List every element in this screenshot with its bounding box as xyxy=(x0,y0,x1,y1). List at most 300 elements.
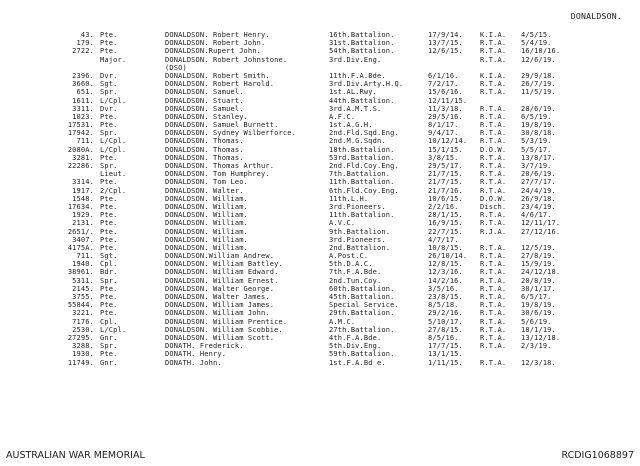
service-number-cell: 3314. xyxy=(72,178,94,187)
enlistment-date-cell: 9/4/17. xyxy=(428,129,459,138)
fate-date-cell: 30/1/17. xyxy=(521,284,556,293)
unit-cell: 11th.L.H. xyxy=(329,194,369,203)
fate-cell: R.T.A. xyxy=(480,276,507,285)
rank-cell: Pte. xyxy=(100,293,118,301)
service-number-cell: 3407. xyxy=(72,235,94,244)
unit-cell: 29th.Battalion. xyxy=(329,309,395,318)
soldier-name-cell: DONALDSON. William. xyxy=(165,243,248,252)
fate-cell: R.T.A. xyxy=(480,293,507,301)
fate-cell: D.O.W. xyxy=(480,145,507,154)
fate-cell: R.T.A. xyxy=(480,260,507,269)
rank-cell: Pte. xyxy=(100,121,118,130)
unit-cell: A.Post.C. xyxy=(329,252,369,261)
service-number-cell: 7176. xyxy=(72,317,94,326)
service-number-cell: 17634. xyxy=(67,202,94,211)
enlistment-date-cell: 23/8/15. xyxy=(428,293,463,301)
fate-date-cell: 12/3/18. xyxy=(521,358,556,367)
enlistment-date-cell: 5/10/17. xyxy=(428,317,463,326)
fate-date-cell: 30/6/19. xyxy=(521,309,556,318)
fate-cell: R.T.A. xyxy=(480,284,507,293)
table-row xyxy=(0,268,640,276)
fate-cell: R.T.A. xyxy=(480,170,507,179)
fate-cell: R.T.A. xyxy=(480,317,507,326)
fate-cell: R.T.A. xyxy=(480,342,507,351)
fate-cell: Disch. xyxy=(480,202,507,211)
fate-date-cell: 12/11/17. xyxy=(521,219,561,228)
soldier-name-cell: DONALDSON. William. xyxy=(165,194,248,203)
rank-cell: Pte. xyxy=(100,153,118,162)
table-row xyxy=(0,80,640,88)
fate-date-cell: 2/3/19. xyxy=(521,342,552,351)
fate-cell: R.T.A. xyxy=(480,39,507,48)
table-row xyxy=(0,178,640,186)
soldier-name-cell: DONALDSON. Stanley. xyxy=(165,112,248,121)
table-row xyxy=(0,301,640,309)
table-row xyxy=(0,350,640,358)
service-number-cell: 1917. xyxy=(72,186,94,195)
table-row xyxy=(0,64,640,72)
enlistment-date-cell: 29/2/16. xyxy=(428,309,463,318)
soldier-name-cell: DONALDSON. Tom Humphrey. xyxy=(165,170,270,179)
table-row xyxy=(0,72,640,80)
unit-cell: 3rd.Pioneers. xyxy=(329,235,386,244)
unit-cell: 2nd.Fld.Sqd.Eng. xyxy=(329,129,399,138)
fate-date-cell: 19/8/19. xyxy=(521,121,556,130)
unit-cell: 54th.Battalion. xyxy=(329,47,395,56)
soldier-name-cell: DONALDSON. William Prentice. xyxy=(165,317,288,326)
fate-date-cell: 24/12/18. xyxy=(521,268,561,277)
table-row xyxy=(0,97,640,105)
fate-cell: R.T.A. xyxy=(480,88,507,97)
soldier-name-cell: DONALDSON. Robert Johnstone. xyxy=(165,55,288,64)
fate-date-cell: 12/6/19. xyxy=(521,55,556,64)
unit-cell: 3rd.Pioneers. xyxy=(329,202,386,211)
rank-cell: Spr. xyxy=(100,342,118,351)
soldier-name-cell: DONALDSON. Walter George. xyxy=(165,284,275,293)
fate-cell: R.T.A. xyxy=(480,186,507,195)
header-surname: DONALDSON. xyxy=(570,11,622,21)
table-row xyxy=(0,170,640,178)
enlistment-date-cell: 12/6/15. xyxy=(428,47,463,56)
fate-date-cell: 26/7/19. xyxy=(521,80,556,89)
fate-cell: R.T.A. xyxy=(480,243,507,252)
service-number-cell: 3221. xyxy=(72,309,94,318)
table-row xyxy=(0,334,640,342)
table-row xyxy=(0,113,640,121)
fate-cell: R.T.A. xyxy=(480,137,507,146)
table-row xyxy=(0,105,640,113)
unit-cell: 3rd.Div.Eng. xyxy=(329,55,382,64)
rank-cell: L/Cpl. xyxy=(100,325,127,334)
fate-date-cell: 30/8/18. xyxy=(521,129,556,138)
unit-cell: 2nd.Tun.Coy. xyxy=(329,276,382,285)
enlistment-date-cell: 12/3/16. xyxy=(428,268,463,277)
enlistment-date-cell: 21/7/16. xyxy=(428,186,463,195)
enlistment-date-cell: 13/1/15. xyxy=(428,350,463,359)
service-number-cell: 2530. xyxy=(72,325,94,334)
service-number-cell: 711. xyxy=(76,137,94,146)
service-number-cell: 5311. xyxy=(72,276,94,285)
fate-date-cell: 4/6/17. xyxy=(521,211,552,220)
enlistment-date-cell: 3/5/16. xyxy=(428,284,459,293)
fate-date-cell: 5/4/19. xyxy=(521,39,552,48)
rank-cell: 2/Cpl. xyxy=(100,186,127,195)
unit-cell: 7th.Battalion. xyxy=(329,170,391,179)
service-number-cell: 43. xyxy=(80,31,94,39)
service-number-cell: 3660. xyxy=(72,80,94,89)
fate-date-cell: 24/4/19. xyxy=(521,186,556,195)
service-number-cell: 179. xyxy=(76,39,94,48)
fate-date-cell: 3/7/19. xyxy=(521,162,552,170)
fate-date-cell: 4/5/15. xyxy=(521,31,552,39)
unit-cell: 11th.Battalion. xyxy=(329,178,395,187)
soldier-name-cell: DONATH. Henry. xyxy=(165,350,227,359)
service-number-cell: 4175A. xyxy=(67,243,94,252)
fate-cell: R.T.A. xyxy=(480,211,507,220)
table-row xyxy=(0,121,640,129)
soldier-name-cell: DONALDSON. William. xyxy=(165,227,248,236)
service-number-cell: 3281. xyxy=(72,153,94,162)
fate-cell: D.O.W. xyxy=(480,194,507,203)
unit-cell: A.V.C. xyxy=(329,219,356,228)
enlistment-date-cell: 26/10/14. xyxy=(428,252,468,261)
fate-cell: R.T.A. xyxy=(480,153,507,162)
enlistment-date-cell: 21/7/15. xyxy=(428,178,463,187)
enlistment-date-cell: 8/5/18. xyxy=(428,301,459,310)
soldier-name-cell: DONALDSON. Sydney Wilberforce. xyxy=(165,129,296,138)
fate-date-cell: 23/4/19. xyxy=(521,202,556,211)
table-row xyxy=(0,39,640,47)
table-row xyxy=(0,31,640,39)
soldier-name-cell: DONALDSON. Walter. xyxy=(165,186,244,195)
service-number-cell: 1930. xyxy=(72,350,94,359)
soldier-name-cell: DONALDSON. William John. xyxy=(165,309,270,318)
rank-cell: Pte. xyxy=(100,350,118,359)
enlistment-date-cell: 29/5/17. xyxy=(428,162,463,170)
rank-cell: Spr. xyxy=(100,129,118,138)
table-row xyxy=(0,47,640,55)
soldier-name-cell: DONALDSON. William Edward. xyxy=(165,268,279,277)
unit-cell: 27th.Battalion. xyxy=(329,325,395,334)
soldier-name-cell: DONALDSON. Tom Leo. xyxy=(165,178,248,187)
enlistment-date-cell: 10/8/15. xyxy=(428,243,463,252)
soldier-name-cell: DONALDSON. William. xyxy=(165,235,248,244)
rank-cell: Pte. xyxy=(100,235,118,244)
fate-cell: R.T.A. xyxy=(480,252,507,261)
fate-date-cell: 12/5/19. xyxy=(521,243,556,252)
table-row xyxy=(0,129,640,137)
service-number-cell: 651. xyxy=(76,88,94,97)
fate-cell: R.T.A. xyxy=(480,178,507,187)
fate-cell: R.T.A. xyxy=(480,358,507,367)
rank-cell: Gnr. xyxy=(100,333,118,342)
enlistment-date-cell: 10/6/15. xyxy=(428,194,463,203)
unit-cell: A.F.C. xyxy=(329,112,356,121)
enlistment-date-cell: 11/3/18. xyxy=(428,104,463,113)
table-row xyxy=(0,137,640,145)
rank-cell: L/Cpl. xyxy=(100,96,127,105)
rank-cell: Pte. xyxy=(100,112,118,121)
fate-date-cell: 5/6/19. xyxy=(521,317,552,326)
rank-cell: Pte. xyxy=(100,202,118,211)
soldier-name-cell: DONALDSON. Thomas. xyxy=(165,153,244,162)
service-number-cell: 1929. xyxy=(72,211,94,220)
fate-cell: K.I.A. xyxy=(480,71,507,80)
unit-cell: 44th.Battalion. xyxy=(329,96,395,105)
rank-cell: Dvr. xyxy=(100,71,118,80)
unit-cell: 31st.Battalion. xyxy=(329,39,395,48)
rank-cell: Sgt. xyxy=(100,252,118,261)
rank-cell: Cpl. xyxy=(100,260,118,269)
rank-cell: Spr. xyxy=(100,88,118,97)
fate-date-cell: 20/6/19. xyxy=(521,170,556,179)
fate-date-cell: 20/8/19. xyxy=(521,276,556,285)
rank-cell: Pte. xyxy=(100,284,118,293)
unit-cell: 9th.Battalion. xyxy=(329,227,391,236)
rank-cell: Dvr. xyxy=(100,104,118,113)
soldier-name-cell: DONALDSON. Thomas. xyxy=(165,145,244,154)
service-number-cell: 3311. xyxy=(72,104,94,113)
unit-cell: 1st.F.A.Bd e. xyxy=(329,358,386,367)
service-number-cell: 1023. xyxy=(72,112,94,121)
fate-cell: R.T.A. xyxy=(480,47,507,56)
enlistment-date-cell: 8/5/16. xyxy=(428,333,459,342)
fate-cell: R.T.A. xyxy=(480,162,507,170)
enlistment-date-cell: 10/12/14. xyxy=(428,137,468,146)
unit-cell: 45th.Battalion. xyxy=(329,293,395,301)
fate-date-cell: 16/10/16. xyxy=(521,47,561,56)
enlistment-date-cell: 27/8/15. xyxy=(428,325,463,334)
soldier-name-cell: DONALDSON. William Scott. xyxy=(165,333,275,342)
unit-cell: 60th.Battalion. xyxy=(329,284,395,293)
service-number-cell: 38961. xyxy=(67,268,94,277)
table-row xyxy=(0,236,640,244)
service-number-cell: 11749. xyxy=(67,358,94,367)
rank-cell: L/Cpl. xyxy=(100,137,127,146)
table-row xyxy=(0,326,640,334)
enlistment-date-cell: 7/2/17. xyxy=(428,80,459,89)
soldier-name-cell: (DSO) xyxy=(165,63,187,72)
soldier-name-cell: DONALDSON. Samuel Burnett. xyxy=(165,121,279,130)
table-row xyxy=(0,56,640,64)
service-number-cell: 2651/. xyxy=(67,227,94,236)
enlistment-date-cell: 15/1/15. xyxy=(428,145,463,154)
enlistment-date-cell: 28/1/15. xyxy=(428,211,463,220)
fate-date-cell: 29/9/18. xyxy=(521,71,556,80)
fate-date-cell: 28/6/19. xyxy=(521,104,556,113)
table-row xyxy=(0,88,640,96)
rank-cell: Cpl. xyxy=(100,317,118,326)
rank-cell: Pte. xyxy=(100,227,118,236)
fate-date-cell: 6/5/19. xyxy=(521,112,552,121)
enlistment-date-cell: 16/9/15. xyxy=(428,219,463,228)
fate-date-cell: 27/12/16. xyxy=(521,227,561,236)
service-number-cell: 55844. xyxy=(67,301,94,310)
soldier-name-cell: DONALDSON. William. xyxy=(165,202,248,211)
nominal-roll-table xyxy=(0,31,640,367)
enlistment-date-cell: 12/11/15. xyxy=(428,96,468,105)
unit-cell: 1st.A.G.H. xyxy=(329,121,373,130)
unit-cell: 59th.Battalion. xyxy=(329,350,395,359)
soldier-name-cell: DONALDSON.Rupert John. xyxy=(165,47,262,56)
service-number-cell: 2145. xyxy=(72,284,94,293)
unit-cell: 16th.Battalion. xyxy=(329,31,395,39)
soldier-name-cell: DONALDSON. William. xyxy=(165,211,248,220)
soldier-name-cell: DONALDSON. Samuel. xyxy=(165,104,244,113)
soldier-name-cell: DONALDSON. Samuel. xyxy=(165,88,244,97)
soldier-name-cell: DONATH. John. xyxy=(165,358,222,367)
table-row xyxy=(0,293,640,301)
fate-cell: R.T.A. xyxy=(480,80,507,89)
table-row xyxy=(0,195,640,203)
table-row xyxy=(0,219,640,227)
table-row xyxy=(0,162,640,170)
table-row xyxy=(0,285,640,293)
soldier-name-cell: DONALDSON. William Ernest. xyxy=(165,276,279,285)
soldier-name-cell: DONALDSON. Thomas. xyxy=(165,137,244,146)
rank-cell: Major. xyxy=(100,55,127,64)
rank-cell: Pte. xyxy=(100,31,118,39)
enlistment-date-cell: 15/6/16. xyxy=(428,88,463,97)
fate-date-cell: 5/5/17. xyxy=(521,145,552,154)
rank-cell: Pte. xyxy=(100,39,118,48)
table-row xyxy=(0,309,640,317)
soldier-name-cell: DONALDSON. William Scobbie. xyxy=(165,325,283,334)
service-number-cell: 17531. xyxy=(67,121,94,130)
fate-date-cell: 13/12/18. xyxy=(521,333,561,342)
table-row xyxy=(0,244,640,252)
table-row xyxy=(0,277,640,285)
table-row xyxy=(0,146,640,154)
rank-cell: L/Cpl. xyxy=(100,145,127,154)
footer-record-id: RCDIG1068897 xyxy=(561,450,634,461)
fate-date-cell: 19/8/19. xyxy=(521,301,556,310)
rank-cell: Pte. xyxy=(100,211,118,220)
soldier-name-cell: DONALDSON. Robert John. xyxy=(165,39,266,48)
rank-cell: Sgt. xyxy=(100,80,118,89)
fate-cell: R.T.A. xyxy=(480,121,507,130)
service-number-cell: 1548. xyxy=(72,194,94,203)
table-row xyxy=(0,318,640,326)
unit-cell: Special Service. xyxy=(329,301,399,310)
fate-date-cell: 15/9/19. xyxy=(521,260,556,269)
enlistment-date-cell: 22/7/15. xyxy=(428,227,463,236)
enlistment-date-cell: 3/8/15. xyxy=(428,153,459,162)
rank-cell: Pte. xyxy=(100,301,118,310)
rank-cell: Spr. xyxy=(100,162,118,170)
unit-cell: 2nd.Battalion. xyxy=(329,243,391,252)
enlistment-date-cell: 29/5/16. xyxy=(428,112,463,121)
unit-cell: A.M.C. xyxy=(329,317,356,326)
table-row xyxy=(0,228,640,236)
unit-cell: 5th.D.A.C. xyxy=(329,260,373,269)
rank-cell: Pte. xyxy=(100,194,118,203)
fate-date-cell: 27/8/19. xyxy=(521,252,556,261)
service-number-cell: 3755. xyxy=(72,293,94,301)
fate-cell: R.T.A. xyxy=(480,112,507,121)
unit-cell: 2nd.Fld.Coy.Eng. xyxy=(329,162,399,170)
table-row xyxy=(0,359,640,367)
enlistment-date-cell: 2/2/16. xyxy=(428,202,459,211)
service-number-cell: 2722. xyxy=(72,47,94,56)
rank-cell: Pte. xyxy=(100,309,118,318)
soldier-name-cell: DONALDSON.William Andrew. xyxy=(165,252,275,261)
service-number-cell: 22286. xyxy=(67,162,94,170)
enlistment-date-cell: 13/7/15. xyxy=(428,39,463,48)
table-row xyxy=(0,154,640,162)
fate-cell: R.J.A. xyxy=(480,227,507,236)
unit-cell: 6th.Fld.Coy.Eng. xyxy=(329,186,399,195)
fate-date-cell: 5/3/19. xyxy=(521,137,552,146)
service-number-cell: 2080A. xyxy=(67,145,94,154)
soldier-name-cell: DONALDSON. Stuart. xyxy=(165,96,244,105)
unit-cell: 3rd.Div.Arty.H.Q. xyxy=(329,80,404,89)
unit-cell: 11th.Battalion. xyxy=(329,211,395,220)
service-number-cell: 27295. xyxy=(67,333,94,342)
service-number-cell: 1611. xyxy=(72,96,94,105)
fate-cell: K.I.A. xyxy=(480,31,507,39)
table-row xyxy=(0,187,640,195)
fate-cell: R.T.A. xyxy=(480,309,507,318)
service-number-cell: 711. xyxy=(76,252,94,261)
table-row xyxy=(0,260,640,268)
rank-cell: Pte. xyxy=(100,47,118,56)
unit-cell: 4th.F.A.Bde. xyxy=(329,333,382,342)
fate-cell: R.T.A. xyxy=(480,104,507,113)
enlistment-date-cell: 6/1/16. xyxy=(428,71,459,80)
table-row xyxy=(0,252,640,260)
fate-cell: R.T.A. xyxy=(480,325,507,334)
fate-cell: R.T.A. xyxy=(480,268,507,277)
enlistment-date-cell: 17/9/14. xyxy=(428,31,463,39)
rank-cell: Pte. xyxy=(100,178,118,187)
table-row xyxy=(0,342,640,350)
enlistment-date-cell: 12/8/15. xyxy=(428,260,463,269)
unit-cell: 2nd.M.G.Sqdn. xyxy=(329,137,386,146)
fate-cell: R.T.A. xyxy=(480,301,507,310)
fate-cell: R.T.A. xyxy=(480,219,507,228)
soldier-name-cell: DONALDSON. Thomas Arthur. xyxy=(165,162,275,170)
enlistment-date-cell: 21/7/15. xyxy=(428,170,463,179)
soldier-name-cell: DONALDSON. Robert Smith. xyxy=(165,71,270,80)
unit-cell: 18th.Battalion. xyxy=(329,145,395,154)
soldier-name-cell: DONALDSON. Walter James. xyxy=(165,293,270,301)
soldier-name-cell: DONALDSON. William Battley. xyxy=(165,260,283,269)
rank-cell: Bdr. xyxy=(100,268,118,277)
service-number-cell: 17942. xyxy=(67,129,94,138)
unit-cell: 5th.Div.Eng. xyxy=(329,342,382,351)
rank-cell: Gnr. xyxy=(100,358,118,367)
fate-date-cell: 18/1/19. xyxy=(521,325,556,334)
fate-cell: R.T.A. xyxy=(480,333,507,342)
enlistment-date-cell: 4/7/17. xyxy=(428,235,459,244)
fate-date-cell: 26/9/18. xyxy=(521,194,556,203)
soldier-name-cell: DONALDSON. William. xyxy=(165,219,248,228)
rank-cell: Lieut. xyxy=(100,170,127,179)
service-number-cell: 2131. xyxy=(72,219,94,228)
fate-cell: R.T.A. xyxy=(480,55,507,64)
rank-cell: Pte. xyxy=(100,243,118,252)
fate-date-cell: 11/5/19. xyxy=(521,88,556,97)
soldier-name-cell: DONATH. Frederick. xyxy=(165,342,244,351)
table-row xyxy=(0,211,640,219)
unit-cell: 11th.F.A.Bde. xyxy=(329,71,386,80)
service-number-cell: 3288. xyxy=(72,342,94,351)
soldier-name-cell: DONALDSON. Robert Harold. xyxy=(165,80,275,89)
enlistment-date-cell: 1/11/15. xyxy=(428,358,463,367)
rank-cell: Spr. xyxy=(100,276,118,285)
footer-source: AUSTRALIAN WAR MEMORIAL xyxy=(6,450,145,461)
